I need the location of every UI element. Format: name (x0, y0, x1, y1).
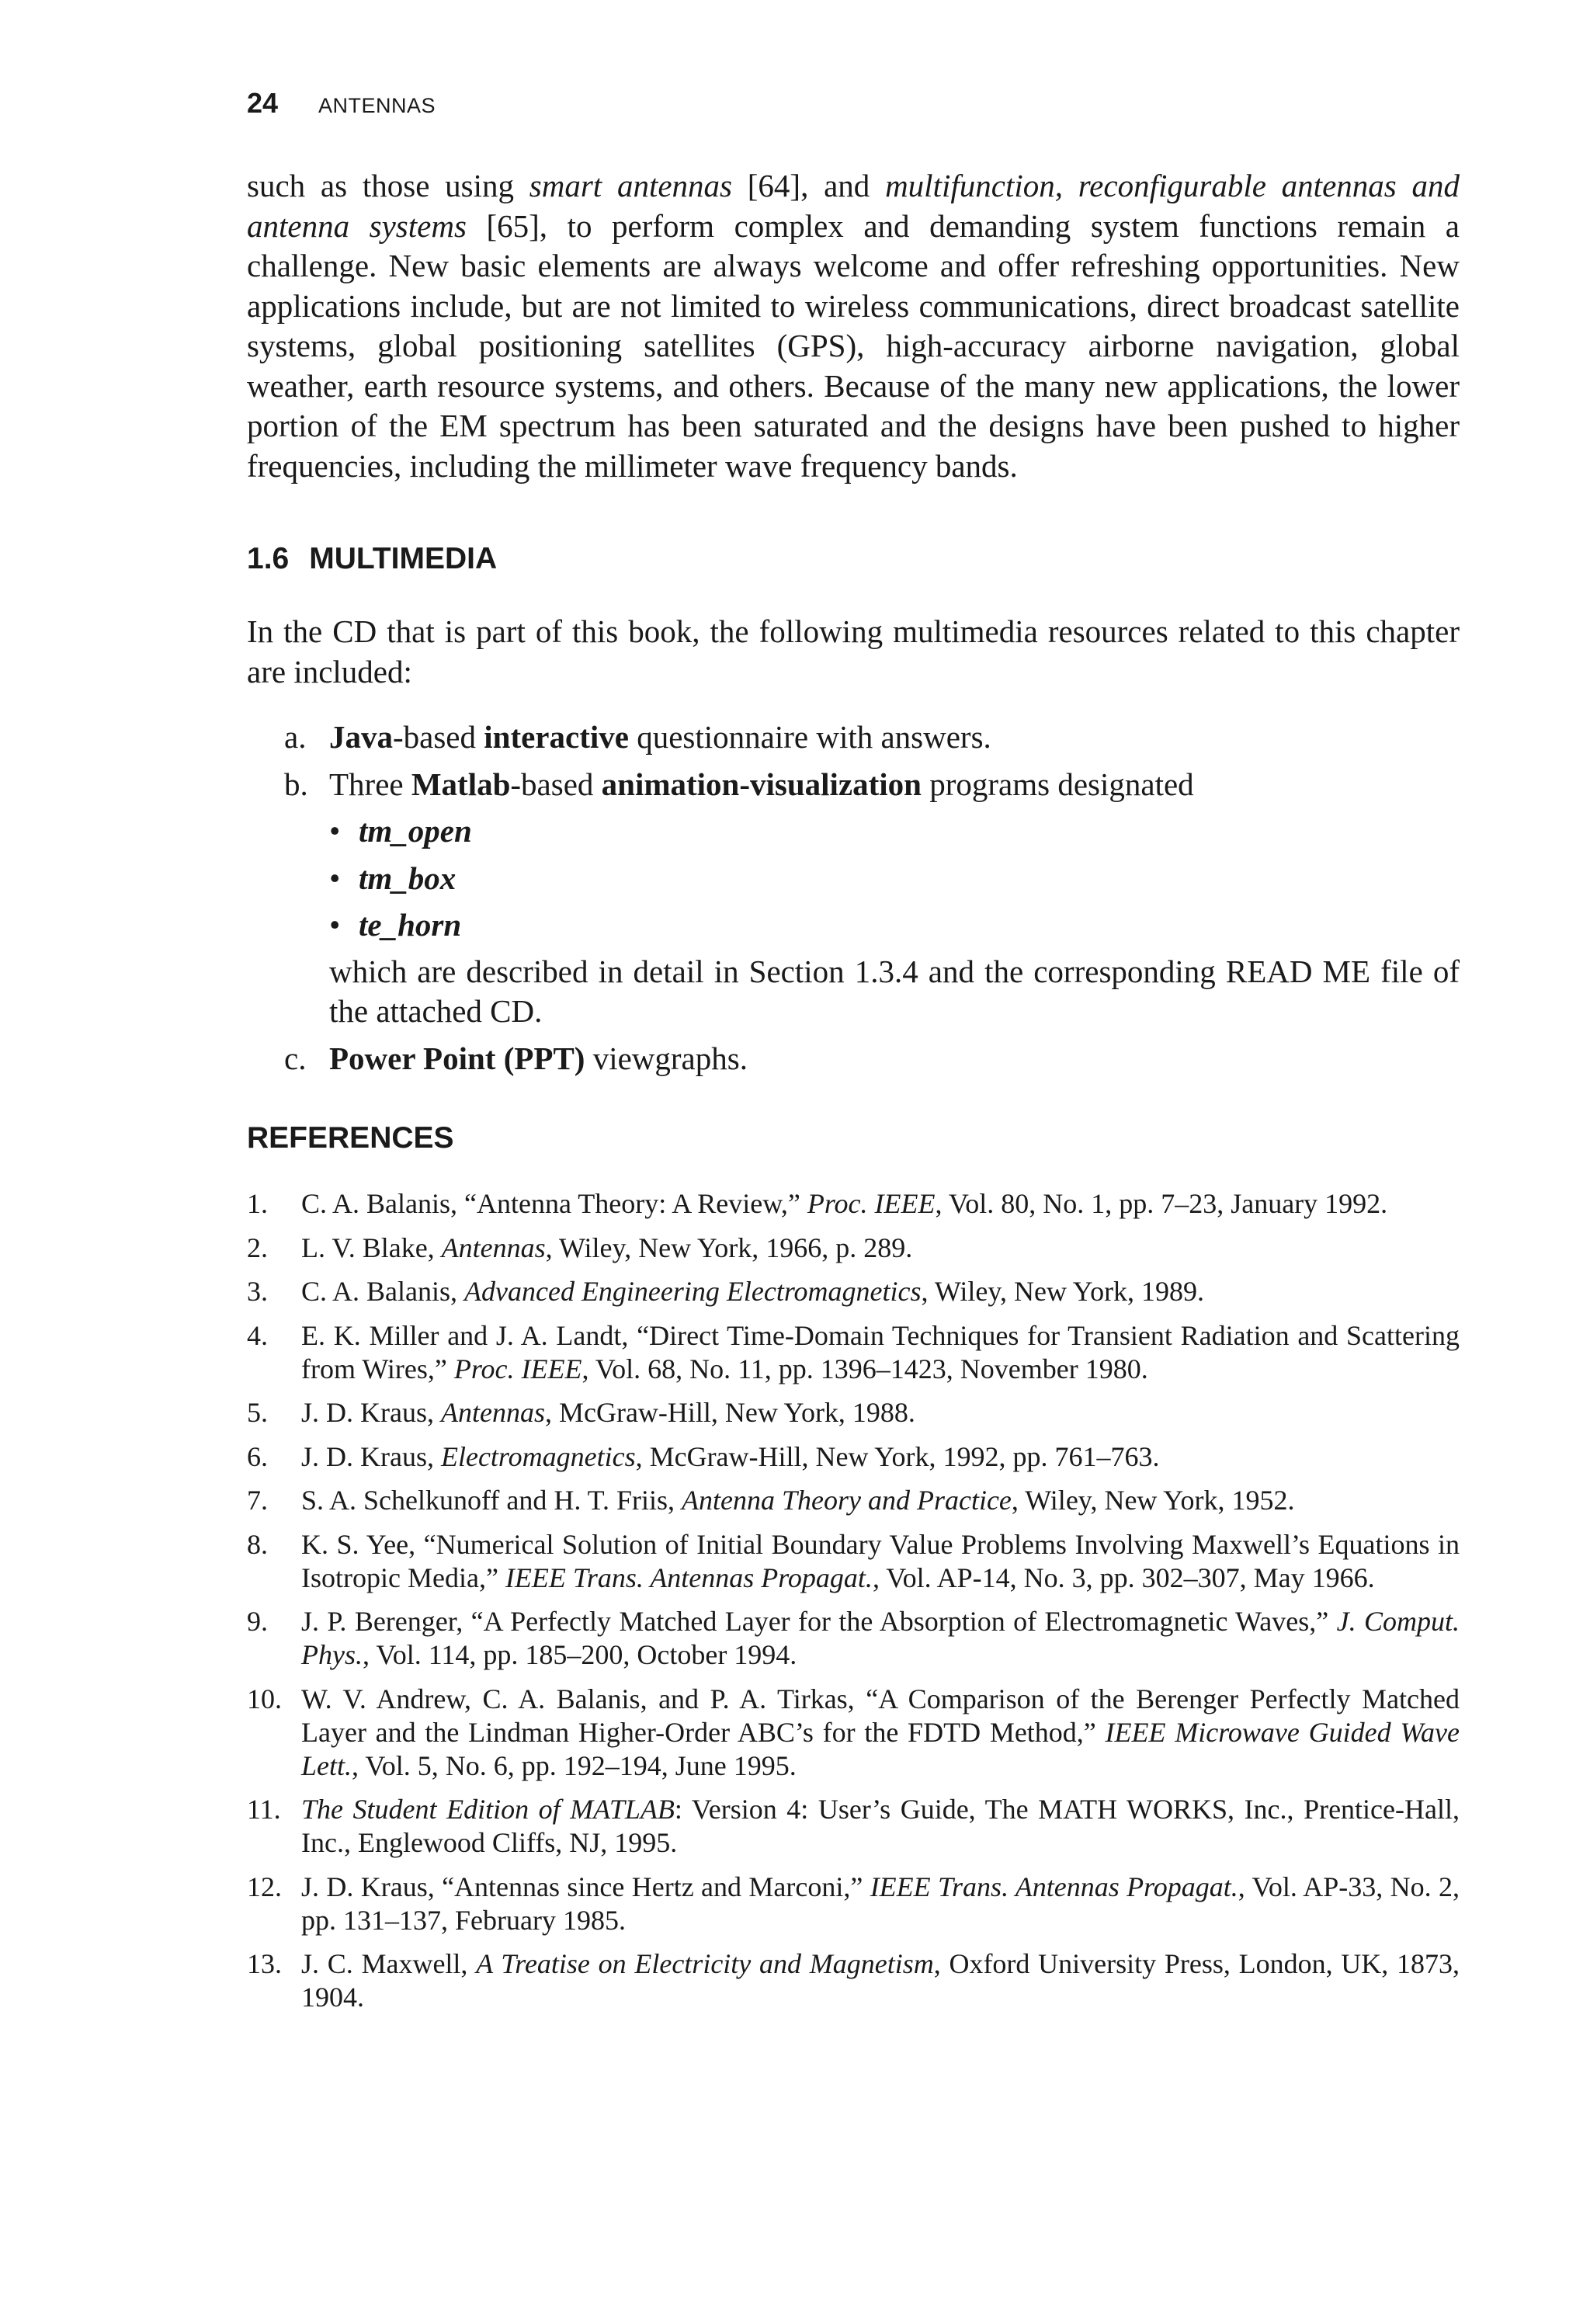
program-name: tm_open (359, 813, 472, 849)
item-text: interactive (484, 719, 629, 755)
item-text: -based (393, 719, 484, 755)
list-item (247, 765, 1460, 1032)
reference-text: L. V. Blake, (301, 1231, 442, 1263)
running-title: ANTENNAS (318, 94, 436, 117)
reference-text: , Wiley, New York, 1952. (1011, 1485, 1295, 1516)
reference-source: Antennas (440, 1397, 545, 1428)
item-text: Java (329, 719, 393, 755)
reference-item (247, 1605, 1460, 1672)
program-item (329, 811, 1460, 852)
page-number: 24 (247, 87, 279, 119)
section-number: 1.6 (247, 542, 290, 575)
reference-item (247, 1683, 1460, 1783)
item-text: viewgraphs. (585, 1040, 748, 1076)
reference-number: 3. (247, 1276, 268, 1307)
reference-text: C. A. Balanis, “Antenna Theory: A Review,” (301, 1188, 807, 1219)
reference-text: , Wiley, New York, 1989. (921, 1276, 1205, 1307)
reference-source: Electromagnetics (440, 1440, 636, 1472)
reference-number: 9. (247, 1606, 268, 1637)
reference-source: Antenna Theory and Practice (682, 1485, 1012, 1516)
reference-source: IEEE Trans. Antennas Propagat. (870, 1871, 1238, 1902)
intro-text: [64], and (732, 168, 886, 203)
reference-item (247, 1793, 1460, 1860)
reference-text: J. D. Kraus, (301, 1397, 441, 1428)
reference-item (247, 1275, 1460, 1308)
reference-text: S. A. Schelkunoff and H. T. Friis, (301, 1485, 682, 1516)
bullet-icon: • (329, 907, 341, 943)
reference-source: Advanced Engineering Electromagnetics (464, 1276, 922, 1307)
reference-text: : Version 4: User’s Guide, The MATH WORKS, Inc., Prentice-Hall, Inc., Englewood Cliffs, NJ, 1995. (301, 1794, 1460, 1858)
intro-text: such as those using (247, 168, 529, 203)
reference-number: 7. (247, 1485, 268, 1516)
section-title: MULTIMEDIA (309, 542, 498, 575)
reference-text: , Vol. 68, No. 11, pp. 1396–1423, November 1980. (581, 1353, 1148, 1384)
reference-text: E. K. Miller and J. A. Landt, “Direct Time-Domain Techniques for Transient Radiation and Scattering from Wires,” (301, 1319, 1460, 1384)
reference-text: J. P. Berenger, “A Perfectly Matched Layer for the Absorption of Electromagnetic Waves,” (301, 1606, 1337, 1637)
item-label: b. (284, 766, 308, 802)
reference-item (247, 1947, 1460, 2014)
reference-text: , Vol. 5, No. 6, pp. 192–194, June 1995. (352, 1749, 797, 1781)
item-text: -based (510, 766, 602, 802)
reference-number: 12. (247, 1871, 282, 1902)
reference-number: 6. (247, 1440, 268, 1472)
list-item (247, 717, 1460, 758)
item-text: animation-visualization (601, 766, 922, 802)
reference-text: , Vol. 80, No. 1, pp. 7–23, January 1992. (935, 1188, 1388, 1219)
item-text: Power Point (PPT) (329, 1040, 585, 1076)
multimedia-list (247, 717, 1460, 1086)
reference-text: , Vol. AP-33, No. 2, pp. 131–137, February 1985. (301, 1871, 1460, 1936)
reference-number: 4. (247, 1319, 268, 1351)
multimedia-intro: In the CD that is part of this book, the following multimedia resources related to this chapter are included: (247, 613, 1460, 690)
item-text: programs designated (921, 766, 1194, 802)
intro-emphasis: multifunction, reconfigurable antennas and antenna systems (247, 168, 1460, 244)
reference-item (247, 1231, 1460, 1265)
reference-text: J. D. Kraus, (301, 1440, 441, 1472)
reference-text: K. S. Yee, “Numerical Solution of Initial Boundary Value Problems Involving Maxwell’s Equations in Isotropic Media,” (301, 1528, 1460, 1593)
list-item (247, 1039, 1460, 1079)
reference-source: J. Comput. Phys. (301, 1606, 1460, 1670)
reference-source: IEEE Trans. Antennas Propagat. (505, 1561, 873, 1593)
bullet-icon: • (329, 860, 341, 896)
reference-number: 5. (247, 1397, 268, 1428)
reference-text: W. V. Andrew, C. A. Balanis, and P. A. Tirkas, “A Comparison of the Berenger Perfectly Matched Layer and the Lindman Higher-Order ABC’s for the FDTD Method,” (301, 1683, 1460, 1748)
reference-text: J. C. Maxwell, (301, 1948, 477, 1979)
reference-item (247, 1319, 1460, 1386)
reference-number: 11. (247, 1794, 281, 1825)
item-text: questionnaire with answers. (628, 719, 991, 755)
program-item (329, 859, 1460, 899)
reference-item (247, 1871, 1460, 1937)
running-header (247, 87, 436, 120)
reference-number: 13. (247, 1948, 282, 1979)
reference-source: Antennas (441, 1231, 546, 1263)
reference-number: 2. (247, 1231, 268, 1263)
reference-item (247, 1528, 1460, 1595)
reference-item (247, 1440, 1460, 1474)
item-text: Three (329, 766, 411, 802)
intro-paragraph (247, 166, 1460, 486)
reference-number: 8. (247, 1528, 268, 1560)
section-heading (247, 542, 497, 576)
reference-source: Proc. IEEE (807, 1188, 936, 1219)
item-continuation: which are described in detail in Section 1.3.4 and the corresponding READ ME file of the attached CD. (329, 953, 1460, 1029)
reference-item (247, 1484, 1460, 1517)
reference-text: C. A. Balanis, (301, 1276, 465, 1307)
reference-text: , McGraw-Hill, New York, 1988. (544, 1397, 915, 1428)
program-name: te_horn (359, 907, 462, 943)
reference-text: , Wiley, New York, 1966, p. 289. (545, 1231, 913, 1263)
item-text: Matlab (411, 766, 511, 802)
intro-text: [65], to perform complex and demanding system functions remain a challenge. New basic elements are always welcome and offer refreshing opportunities. New applications include, but are not limited to wireless communications, direct broadcast satellite systems, global positioning satellites (GPS), high-accuracy airborne navigation, global weather, earth resource systems, and others. Because of the many new applications, the lower portion of the EM spectrum has been saturated and the designs have been pushed to higher frequencies, including the millimeter wave frequency bands. (247, 207, 1460, 484)
reference-source: Proc. IEEE (453, 1353, 582, 1384)
references-heading: REFERENCES (247, 1121, 454, 1155)
reference-item (247, 1187, 1460, 1221)
reference-text: , Vol. AP-14, No. 3, pp. 302–307, May 1966. (872, 1561, 1375, 1593)
reference-number: 1. (247, 1188, 268, 1219)
reference-source: IEEE Microwave Guided Wave Lett. (301, 1716, 1460, 1781)
reference-item (247, 1396, 1460, 1429)
reference-text: , McGraw-Hill, New York, 1992, pp. 761–763. (635, 1440, 1160, 1472)
item-label: c. (284, 1040, 307, 1076)
reference-text: , Oxford University Press, London, UK, 1873, 1904. (301, 1948, 1460, 2013)
intro-emphasis: smart antennas (529, 168, 733, 203)
references-list (247, 1187, 1460, 2025)
item-label: a. (284, 719, 307, 755)
reference-text: , Vol. 114, pp. 185–200, October 1994. (362, 1639, 797, 1670)
program-item (329, 905, 1460, 946)
reference-source: The Student Edition of MATLAB (301, 1794, 675, 1825)
program-name: tm_box (359, 860, 457, 896)
bullet-icon: • (329, 813, 341, 849)
reference-text: J. D. Kraus, “Antennas since Hertz and Marconi,” (301, 1871, 870, 1902)
reference-source: A Treatise on Electricity and Magnetism (476, 1948, 934, 1979)
reference-number: 10. (247, 1683, 282, 1714)
